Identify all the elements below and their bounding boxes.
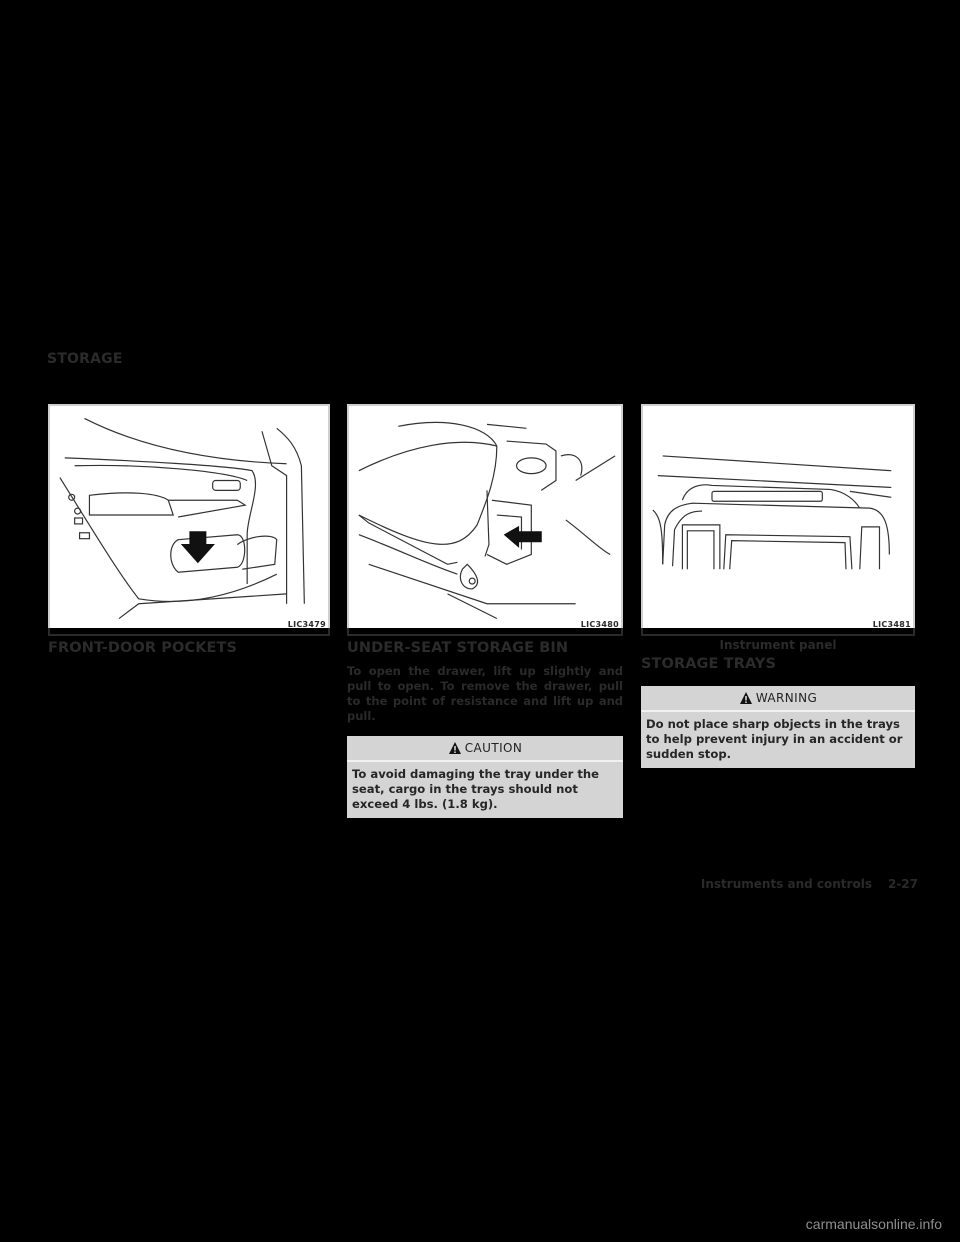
warning-text: Do not place sharp objects in the trays to help prevent injury in an accident or sudden stop. bbox=[646, 717, 903, 761]
heading-storage-trays: STORAGE TRAYS bbox=[641, 656, 777, 672]
figure-front-door-pockets bbox=[48, 404, 330, 628]
figure-caption-bar bbox=[48, 620, 330, 636]
door-pocket-illustration-icon bbox=[50, 406, 328, 628]
warning-box bbox=[641, 686, 915, 768]
footer-page-number: 2-27 bbox=[887, 877, 918, 891]
column-front-door-pockets bbox=[48, 404, 330, 656]
column-storage-trays bbox=[641, 404, 915, 768]
figure-under-seat-storage-bin bbox=[347, 404, 623, 628]
instrument-panel-illustration-icon bbox=[643, 406, 913, 628]
warning-label: WARNING bbox=[755, 691, 818, 705]
warning-header bbox=[641, 686, 915, 712]
figure-caption-bar bbox=[641, 620, 915, 636]
warning-triangle-icon bbox=[448, 741, 462, 755]
figure-caption-bar bbox=[347, 620, 623, 636]
caution-text: To avoid damaging the tray under the seat, cargo in the trays should not exceed 4 lbs. (1.8 kg). bbox=[352, 767, 600, 811]
caution-header bbox=[347, 736, 623, 762]
figure-label: Instrument panel bbox=[719, 638, 837, 652]
figure-id: LIC3480 bbox=[580, 620, 619, 629]
figure-storage-trays bbox=[641, 404, 915, 628]
section-title: STORAGE bbox=[47, 351, 123, 367]
warning-triangle-icon bbox=[739, 691, 753, 705]
figure-id: LIC3479 bbox=[287, 620, 326, 629]
body-text-under-seat: To open the drawer, lift up slightly and pull to open. To remove the drawer, pull to the point of resistance and lift up and pull. bbox=[347, 664, 623, 723]
watermark: carmanualsonline.info bbox=[805, 1216, 942, 1232]
caution-label: CAUTION bbox=[464, 741, 523, 755]
heading-front-door-pockets: FRONT-DOOR POCKETS bbox=[48, 640, 238, 656]
footer-chapter: Instruments and controls bbox=[700, 877, 872, 891]
under-seat-bin-illustration-icon bbox=[349, 406, 621, 628]
page-footer bbox=[686, 877, 918, 891]
figure-id: LIC3481 bbox=[872, 620, 911, 629]
heading-under-seat-storage-bin: UNDER-SEAT STORAGE BIN bbox=[347, 640, 569, 656]
column-under-seat-storage-bin bbox=[347, 404, 623, 818]
caution-box bbox=[347, 736, 623, 818]
